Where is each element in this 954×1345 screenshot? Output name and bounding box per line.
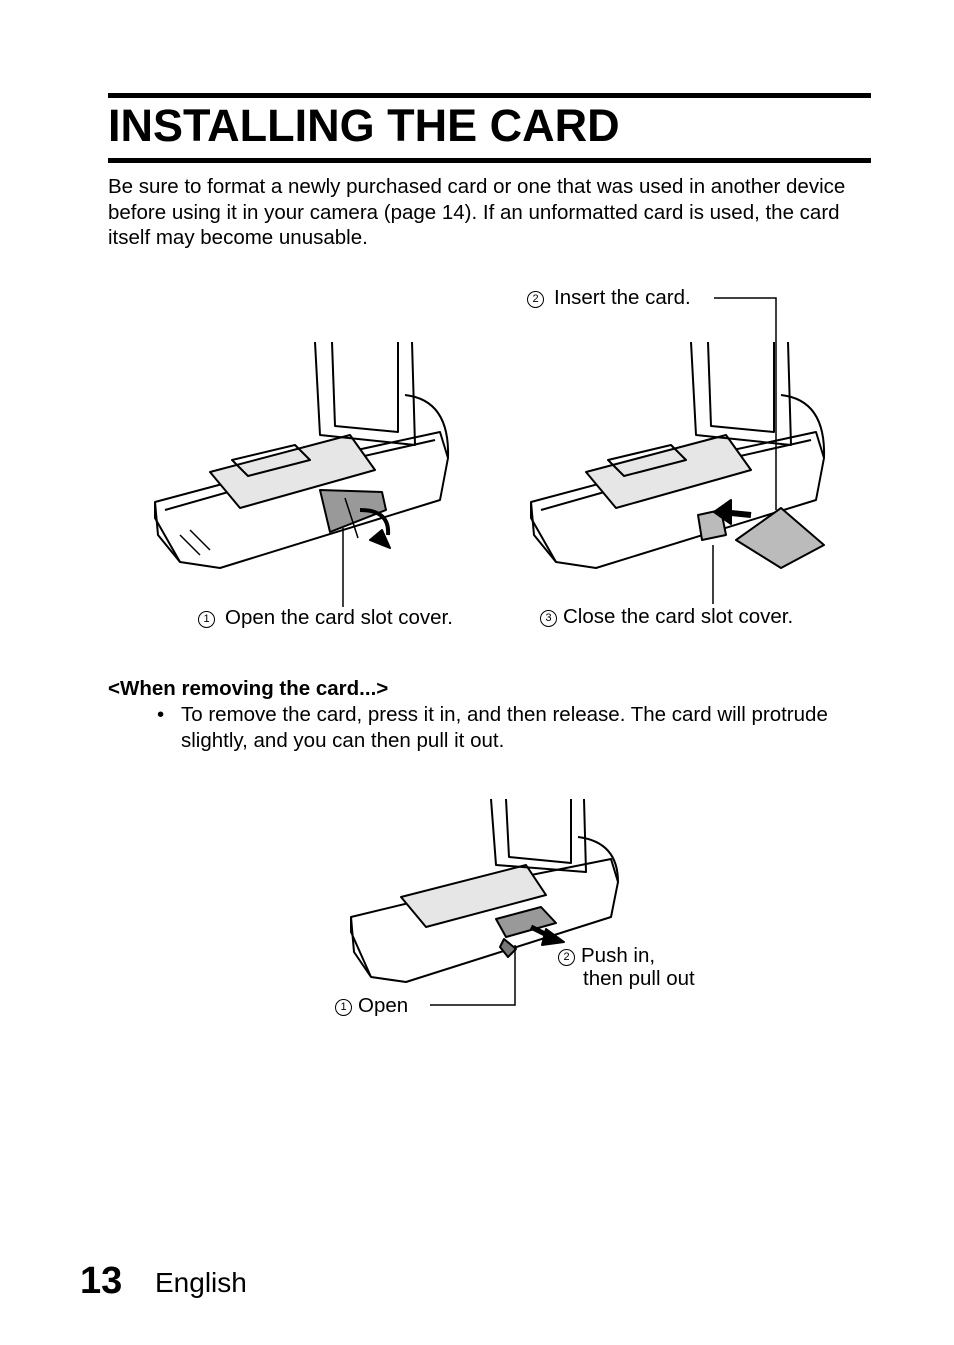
bullet-marker: • [157, 703, 165, 726]
page-number: 13 [80, 1260, 123, 1302]
step-number-badge: 3 [540, 610, 557, 627]
step2-text: Insert the card. [554, 286, 691, 309]
step2-insert-card-caption [527, 286, 691, 310]
removal-step2-line2: then pull out [583, 967, 695, 990]
removal-step2-caption [558, 944, 695, 990]
removal-step1-text: Open [358, 994, 409, 1017]
intro-paragraph: Be sure to format a newly purchased card or one that was used in another device before using it in your camera (page 14). If an unformatted card is used, the card itself may become unusable. [108, 175, 846, 249]
step-number-badge: 2 [558, 949, 575, 966]
step-number-badge: 1 [198, 611, 215, 628]
removal-bullet-item [157, 702, 837, 753]
removal-instructions: To remove the card, press it in, and then release. The card will protrude slightly, and you can then pull it out. [181, 703, 828, 752]
step-number-badge: 1 [335, 999, 352, 1016]
step1-open-cover-caption [198, 606, 453, 630]
step-number-badge: 2 [527, 291, 544, 308]
removal-heading: <When removing the card...> [108, 677, 389, 700]
step3-text: Close the card slot cover. [563, 605, 794, 628]
removal-step1-caption [335, 994, 408, 1018]
step3-close-cover-caption [540, 605, 793, 629]
step1-text: Open the card slot cover. [225, 606, 453, 629]
removal-step2-line1: Push in, [581, 944, 656, 967]
page-language-label: English [155, 1267, 247, 1298]
page-title: INSTALLING THE CARD [108, 100, 620, 151]
